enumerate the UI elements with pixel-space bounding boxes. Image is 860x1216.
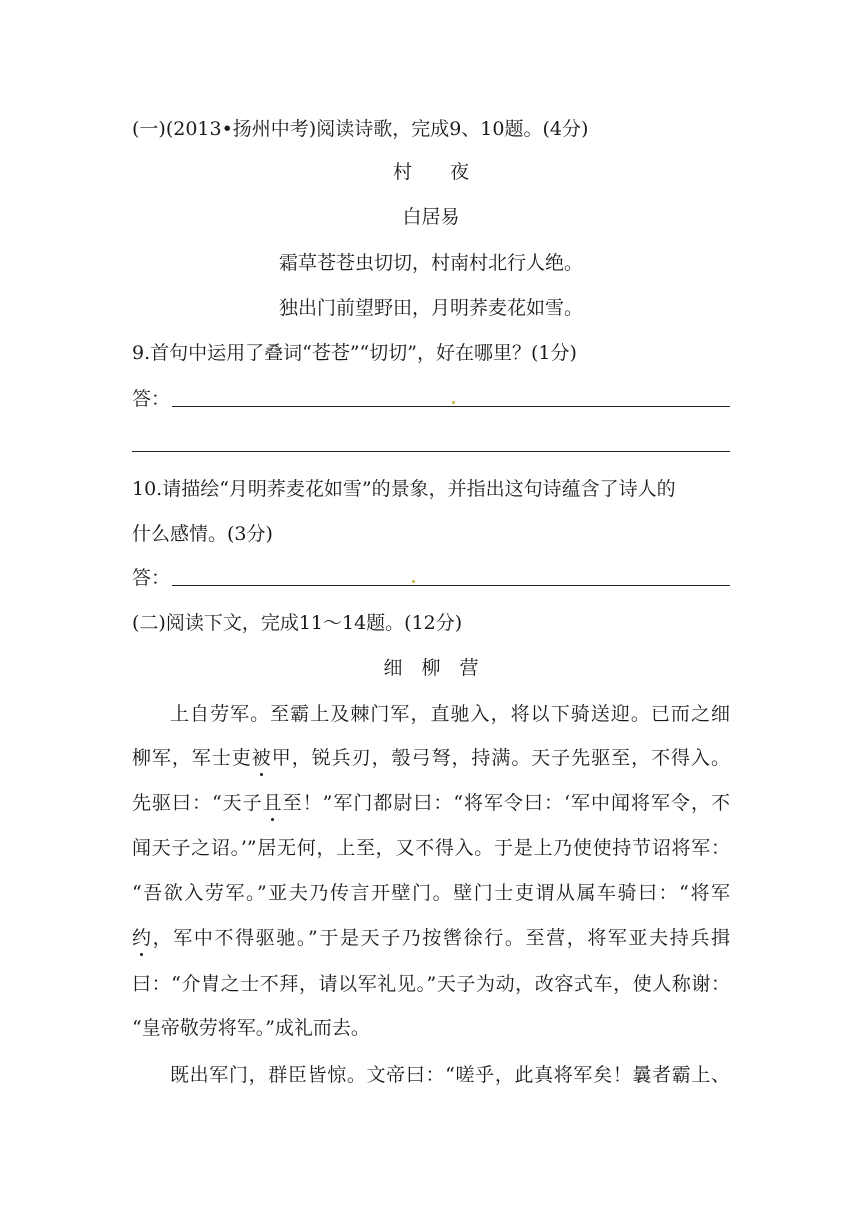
answer-line-q9-second[interactable] (132, 451, 730, 452)
poem-author: 白居易 (402, 206, 460, 228)
answer-row-q10 (132, 566, 730, 590)
answer-line[interactable] (172, 406, 730, 407)
emphasized-char: 被 (251, 747, 271, 769)
section2-heading: (二)阅读下文，完成11～14题。(12分) (132, 612, 463, 634)
marker-dot (452, 401, 455, 404)
passage-line: 曰：“介胄之士不拜，请以军礼见。”天子为动，改容式车，使人称谢： (132, 973, 730, 995)
passage-line: 上自劳军。至霸上及棘门军，直驰入，将以下骑送迎。已而之细 (170, 703, 730, 725)
poem-line-2: 独出门前望野田，月明荞麦花如雪。 (278, 297, 583, 319)
answer-row-q9 (132, 387, 730, 411)
question-9: 9.首句中运用了叠词“苍苍”“切切”，好在哪里？(1分) (132, 342, 577, 364)
passage-line: “皇帝敬劳将军。”成礼而去。 (132, 1017, 370, 1039)
passage-line: 既出军门，群臣皆惊。文帝曰：“嗟乎，此真将军矣！曩者霸上、 (170, 1064, 730, 1086)
section1-heading: (一)(2013•扬州中考)阅读诗歌，完成9、10题。(4分) (132, 118, 589, 140)
answer-label: 答： (132, 388, 171, 410)
emphasized-char: 约 (132, 927, 152, 949)
emphasized-char: 且 (262, 792, 282, 814)
question-10-line-1: 10.请描绘“月明荞麦花如雪”的景象，并指出这句诗蕴含了诗人的 (132, 478, 676, 500)
passage-line: 先驱曰：“天子且至！”军门都尉曰：“将军令曰：‘军中闻将军令，不 (132, 792, 730, 814)
poem-line-1: 霜草苍苍虫切切，村南村北行人绝。 (278, 252, 583, 274)
answer-label: 答： (132, 567, 171, 589)
passage-line: 柳军，军士吏被甲，锐兵刃，彀弓弩，持满。天子先驱至，不得入。 (132, 747, 730, 769)
marker-dot (412, 580, 415, 583)
passage-line: 闻天子之诏。’”居无何，上至，又不得入。于是上乃使使持节诏将军： (132, 837, 730, 859)
answer-line[interactable] (172, 585, 730, 586)
question-10-line-2: 什么感情。(3分) (132, 523, 273, 545)
passage-line: 约，军中不得驱驰。”于是天子乃按辔徐行。至营，将军亚夫持兵揖 (132, 927, 730, 949)
passage-line: “吾欲入劳军。”亚夫乃传言开壁门。壁门士吏谓从属车骑曰：“将军 (132, 882, 730, 904)
poem-title: 村 夜 (392, 161, 469, 183)
passage-title: 细 柳 营 (383, 657, 479, 679)
